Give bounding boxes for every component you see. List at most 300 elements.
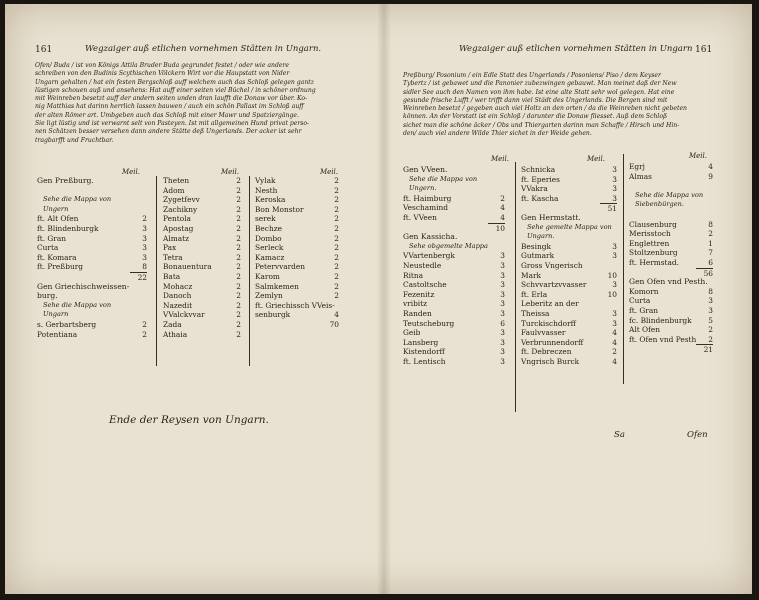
- scanned-sheet: [5, 4, 752, 594]
- place-row: [521, 184, 617, 194]
- place-name: VVakra: [521, 184, 548, 194]
- place-name: Gen Ofen vnd Pesth.: [629, 277, 708, 287]
- distance-miles: 2: [334, 223, 339, 233]
- distance-miles: 2: [142, 329, 147, 339]
- left-col2-meil-label: Meil.: [221, 168, 240, 176]
- distance-miles: 2: [236, 185, 241, 195]
- place-name: Turckischdorff: [521, 318, 576, 328]
- distance-miles: 2: [334, 291, 339, 301]
- place-name: Curta: [37, 243, 59, 253]
- distance-miles: 1: [708, 238, 713, 248]
- place-row: [521, 242, 617, 252]
- distance-miles: 7: [708, 248, 713, 258]
- place-name: Danoch: [163, 291, 192, 301]
- place-name: Dombo: [255, 233, 282, 243]
- catchword-left: Sa: [614, 430, 625, 440]
- place-name: ft. Haimburg: [403, 193, 452, 203]
- place-name: ft. Kascha: [521, 193, 559, 203]
- place-name: Petervvarden: [255, 262, 306, 272]
- place-row: [163, 224, 241, 234]
- place-row: [37, 243, 147, 253]
- distance-miles: 6: [708, 257, 713, 267]
- distance-miles: 2: [236, 329, 241, 339]
- place-name: Adom: [163, 185, 185, 195]
- distance-total: 22: [130, 272, 147, 283]
- place-name: Schnicka: [521, 165, 556, 174]
- place-name: Keroska: [255, 195, 286, 205]
- distance-miles: 2: [236, 319, 241, 329]
- right-column-1: [403, 165, 505, 366]
- place-name: Sehe die Mappa von: [43, 195, 112, 204]
- distance-miles: 3: [500, 289, 505, 299]
- distance-miles: 2: [334, 214, 339, 224]
- distance-miles: 2: [236, 204, 241, 214]
- place-row: [403, 271, 505, 281]
- place-name: Siebenbürgen.: [635, 200, 684, 209]
- place-row: [629, 162, 713, 172]
- distance-miles: 4: [500, 212, 505, 222]
- distance-miles: 2: [708, 325, 713, 335]
- distance-miles: 3: [708, 305, 713, 315]
- place-name: ft. Ofen vnd Pesth: [629, 334, 697, 344]
- place-name: Mark: [521, 270, 541, 280]
- place-name: Gen Hermstatt.: [521, 212, 581, 222]
- place-row: [521, 261, 617, 271]
- place-row: [521, 251, 617, 261]
- place-name: Ungarn.: [527, 232, 555, 241]
- left-paragraph-line: nen Schätzen besser versehen dann andere Stätte deß Ungerlands. Der acker ist sehr: [35, 128, 302, 136]
- distance-miles: 8: [708, 219, 713, 229]
- right-column-divider-2: [623, 154, 624, 384]
- distance-miles: 2: [236, 262, 241, 272]
- place-name: Lansberg: [403, 337, 439, 347]
- place-name: ft. Eperies: [521, 174, 560, 184]
- place-row: [403, 357, 505, 367]
- place-row: [521, 309, 617, 319]
- distance-miles: 6: [500, 318, 505, 328]
- place-name: Clausenburg: [629, 219, 677, 229]
- right-paragraph-line: Preßburg/ Posonium / ein Edle Statt des Ungerlands / Posoniens/ Piso / dem Keyser: [403, 72, 661, 79]
- distance-miles: 2: [236, 176, 241, 185]
- map-reference: [37, 205, 147, 215]
- place-row: [163, 272, 241, 282]
- place-row: [403, 261, 505, 271]
- route-heading: [629, 277, 713, 287]
- place-row: [521, 357, 617, 367]
- right-paragraph-line: sidler See auch den Namen von ihm habe. Ist eine alte Statt sehr wol gelegen. Hat eine: [403, 88, 675, 96]
- place-row: [403, 309, 505, 319]
- distance-miles: 2: [142, 319, 147, 329]
- left-paragraph-line: lüstigen schouen auß und ansehens: Hat auff einer seiten viel Büchel / in schöner ordnung: [35, 86, 316, 94]
- place-row: [255, 205, 339, 215]
- place-name: Fezenitz: [403, 289, 435, 299]
- place-name: ft. Komara: [37, 252, 77, 262]
- place-name: Curta: [629, 296, 651, 306]
- place-name: VVartenbergk: [403, 251, 455, 261]
- place-name: Vngrisch Burck: [521, 356, 580, 366]
- place-name: Englettren: [629, 238, 670, 248]
- place-row: [163, 310, 241, 320]
- right-running-header: Wegzaiger auß etlichen vornehmen Stätten in Ungarn: [459, 44, 693, 54]
- place-row: [629, 316, 713, 326]
- place-row: [521, 290, 617, 300]
- place-name: Serleck: [255, 243, 284, 253]
- distance-total-row: [403, 223, 505, 233]
- place-name: Bonauentura: [163, 262, 212, 272]
- place-row: [163, 262, 241, 272]
- route-heading: [37, 282, 147, 292]
- distance-miles: 3: [500, 251, 505, 261]
- place-row: [403, 213, 505, 223]
- right-paragraph-line: Weinreben besetzt / gegeben auch viel Holtz an den orten / da die Weinreben nicht gebeten: [403, 105, 687, 113]
- left-column-3: [255, 176, 339, 330]
- left-paragraph-line: tragbarfft und Fruchtbar.: [35, 136, 114, 144]
- map-reference: [521, 232, 617, 242]
- map-reference: [403, 175, 505, 185]
- place-row: [255, 291, 339, 301]
- place-name: Kistendorff: [403, 347, 445, 357]
- distance-miles: 4: [612, 328, 617, 338]
- place-name: Bata: [163, 271, 181, 281]
- place-row: [521, 299, 617, 309]
- distance-miles: 2: [236, 214, 241, 224]
- place-name: Sehe gemelte Mappa von: [527, 222, 612, 231]
- right-col2-meil-label: Meil.: [587, 155, 606, 163]
- distance-miles: 2: [500, 193, 505, 203]
- place-name: Theten: [163, 176, 190, 185]
- place-name: Bechze: [255, 223, 282, 233]
- place-name: ft. Hermstad.: [629, 257, 680, 267]
- place-row: [255, 195, 339, 205]
- place-name: Sehe obgemelte Mappa: [409, 241, 488, 250]
- distance-miles: 3: [500, 337, 505, 347]
- place-name: Zada: [163, 319, 182, 329]
- place-row: [37, 253, 147, 263]
- place-row: [521, 347, 617, 357]
- place-name: Athaia: [163, 329, 188, 339]
- place-name: senburgk: [255, 310, 291, 320]
- place-row: [163, 243, 241, 253]
- place-row: [163, 195, 241, 205]
- place-row: [255, 186, 339, 196]
- place-row: [163, 186, 241, 196]
- distance-miles: 3: [142, 243, 147, 253]
- place-row: [403, 328, 505, 338]
- place-name: Sehe die Mappa von: [635, 190, 704, 199]
- place-name: Karom: [255, 271, 280, 281]
- place-name: Randen: [403, 308, 432, 318]
- place-row: [163, 234, 241, 244]
- place-row: [163, 320, 241, 330]
- distance-total: 10: [488, 223, 505, 234]
- right-page-number: 161: [695, 45, 713, 55]
- left-paragraph-line: Ungarn gehalten / hat ein festen Bergschloß auff welchem auch das Schloß gelegen gantz: [35, 78, 314, 86]
- distance-miles: 3: [612, 251, 617, 261]
- distance-total: 56: [696, 268, 713, 279]
- place-name: Ungern: [43, 204, 69, 213]
- place-row: [629, 258, 713, 268]
- place-row: [255, 272, 339, 282]
- route-heading: [403, 232, 505, 242]
- distance-miles: 3: [500, 280, 505, 290]
- left-paragraph-line: nig Matthias hat darinn herrlich lassen bauwen / auch ein schön Pallast im Schloß auff: [35, 103, 304, 111]
- place-name: ft. Erla: [521, 289, 548, 299]
- map-reference: [629, 200, 713, 210]
- left-paragraph-line: der alten Römer art. Umbgeben auch das Schloß mit einer Mawr und Spatziergänge.: [35, 111, 299, 119]
- place-name: Kamacz: [255, 252, 285, 262]
- right-paragraph-line: Tybertz / ist gebawet und die Panonier zubezwingen gebauwt. Man meinet daß der New: [403, 80, 677, 88]
- distance-miles: 2: [334, 176, 339, 185]
- place-row: [629, 325, 713, 335]
- place-name: Ungern.: [409, 184, 437, 193]
- right-column-2: [521, 165, 617, 366]
- right-col1-meil-label: Meil.: [491, 155, 510, 163]
- map-reference: [629, 191, 713, 201]
- place-row: [163, 291, 241, 301]
- place-row: [521, 165, 617, 175]
- place-name: Geib: [403, 328, 421, 338]
- place-name: ft. Debreczen: [521, 347, 572, 357]
- distance-miles: 9: [708, 171, 713, 181]
- distance-total: 51: [600, 203, 617, 214]
- distance-total-row: [521, 203, 617, 213]
- distance-miles: 2: [334, 204, 339, 214]
- place-row: [163, 176, 241, 186]
- place-row: [521, 319, 617, 329]
- route-heading: [403, 165, 505, 175]
- place-row: [163, 205, 241, 215]
- place-name: Faulvvasser: [521, 328, 566, 338]
- place-name: vribitz: [403, 299, 428, 309]
- place-row: [163, 214, 241, 224]
- place-row: [629, 210, 713, 220]
- place-row: [521, 194, 617, 204]
- place-row: [521, 175, 617, 185]
- left-col1-meil-label: Meil.: [122, 168, 141, 176]
- map-reference: [403, 242, 505, 252]
- distance-miles: 4: [612, 337, 617, 347]
- distance-miles: 2: [708, 334, 713, 344]
- distance-miles: 4: [500, 203, 505, 213]
- place-name: Stoltzenburg: [629, 248, 678, 258]
- distance-total-row: [629, 268, 713, 278]
- place-row: [255, 282, 339, 292]
- right-paragraph-line: sichet man die schöne äcker / Obs und Thiergarten darinn man Schaffe / Hirsch und Hin-: [403, 121, 680, 129]
- place-name: Leberitz an der: [521, 299, 579, 309]
- map-reference: [37, 195, 147, 205]
- place-name: ft. VVeen: [403, 212, 437, 222]
- distance-miles: 3: [500, 260, 505, 270]
- place-name: Tetra: [163, 252, 183, 262]
- distance-miles: 2: [236, 243, 241, 253]
- route-heading: [521, 213, 617, 223]
- place-name: Vylak: [255, 176, 276, 185]
- place-row: [403, 194, 505, 204]
- place-name: Sehe die Mappa von: [43, 300, 112, 309]
- end-of-journeys-text: Ende der Reysen von Ungarn.: [109, 414, 269, 426]
- distance-miles: 2: [236, 300, 241, 310]
- left-paragraph-line: Sie ligt lüstig und ist verwarnt selt von Pasteyen. Ist mit allgemeinen Hund privat perso-: [35, 120, 310, 128]
- distance-miles: 3: [612, 308, 617, 318]
- place-row: [255, 243, 339, 253]
- right-paragraph-line: können. An der Vorstatt ist ein Schloß / darunter die Donaw fliesset. Auß dem Schloß: [403, 113, 668, 121]
- place-name: Almas: [629, 171, 652, 181]
- place-row: [403, 319, 505, 329]
- distance-miles: 2: [334, 281, 339, 291]
- place-row: [37, 234, 147, 244]
- distance-miles: 70: [329, 319, 339, 329]
- place-row: [521, 328, 617, 338]
- left-paragraph: [35, 62, 316, 145]
- left-column-2: [163, 176, 241, 339]
- distance-miles: 3: [612, 241, 617, 251]
- place-row: [255, 262, 339, 272]
- distance-miles: 2: [236, 252, 241, 262]
- distance-miles: 2: [334, 252, 339, 262]
- left-running-header: Wegzaiger auß etlichen vornehmen Stätten in Ungarn.: [85, 44, 322, 54]
- place-row: [255, 176, 339, 186]
- place-row: [403, 338, 505, 348]
- place-row: [37, 186, 147, 196]
- distance-miles: 2: [236, 195, 241, 205]
- distance-miles: 2: [236, 271, 241, 281]
- route-heading: [37, 291, 147, 301]
- right-paragraph-line: gesunde frische Lufft / wer trifft dann viel Städt des Ungerlands. Die Bergen sind mit: [403, 96, 668, 104]
- place-name: Verbrunnendorff: [521, 337, 584, 347]
- distance-miles: 3: [142, 252, 147, 262]
- right-col3-meil-label: Meil.: [689, 152, 708, 160]
- distance-miles: 8: [142, 262, 147, 272]
- place-name: ft. Preßburg: [37, 262, 83, 272]
- place-name: Potentiana: [37, 329, 78, 339]
- place-name: Alt Ofen: [629, 325, 660, 335]
- left-col3-meil-label: Meil.: [320, 168, 339, 176]
- distance-miles: 2: [612, 347, 617, 357]
- distance-miles: 2: [236, 281, 241, 291]
- place-name: Bon Monstor: [255, 204, 304, 214]
- map-reference: [403, 184, 505, 194]
- place-name: Gen Kassicha.: [403, 232, 458, 242]
- place-name: ft. Blindenburgk: [37, 223, 99, 233]
- left-paragraph-line: Ofen/ Buda / ist von Königs Attila Bruder Buda gegrundet festet / oder wie andere: [35, 62, 289, 69]
- route-heading: [37, 176, 147, 186]
- place-row: [629, 220, 713, 230]
- place-name: ft. Lentisch: [403, 356, 446, 366]
- distance-total-row: [37, 272, 147, 282]
- distance-miles: 3: [142, 233, 147, 243]
- distance-miles: 8: [708, 286, 713, 296]
- distance-miles: 10: [607, 289, 617, 299]
- right-paragraph-line: den/ auch viel andere Wilde Thier sichet in der Weide gehen.: [403, 130, 592, 138]
- place-name: ft. Gran: [37, 233, 67, 243]
- left-page-number: 161: [35, 45, 53, 55]
- distance-miles: 3: [500, 347, 505, 357]
- place-name: Zachikny: [163, 204, 198, 214]
- distance-total-row: [629, 344, 713, 354]
- left-paragraph-line: schreiben von den Budinis Scythischen Völckern Wirt vor die Haupstatt von Nider: [35, 70, 290, 78]
- distance-miles: 2: [334, 195, 339, 205]
- place-row: [37, 330, 147, 340]
- place-name: Gen VVeen.: [403, 165, 448, 174]
- distance-miles: 3: [612, 318, 617, 328]
- left-column-1: [37, 176, 147, 339]
- place-name: Veschamind: [403, 203, 448, 213]
- place-row: [163, 282, 241, 292]
- place-row: [163, 253, 241, 263]
- map-reference: [37, 310, 147, 320]
- place-name: Gross Vngerisch: [521, 260, 583, 270]
- place-name: Zemlyn: [255, 291, 283, 301]
- distance-miles: 2: [334, 185, 339, 195]
- place-row: [629, 296, 713, 306]
- place-row: [37, 262, 147, 272]
- map-reference: [521, 223, 617, 233]
- place-name: ft. Alt Ofen: [37, 214, 79, 224]
- place-name: s. Gerbartsberg: [37, 319, 97, 329]
- place-row: [403, 280, 505, 290]
- place-row: [629, 248, 713, 258]
- right-paragraph: [403, 72, 687, 138]
- distance-miles: 3: [500, 270, 505, 280]
- place-name: Pentola: [163, 214, 191, 224]
- place-row: [403, 347, 505, 357]
- distance-miles: 2: [236, 291, 241, 301]
- distance-miles: 3: [142, 223, 147, 233]
- place-name: Almatz: [163, 233, 189, 243]
- place-name: Besingk: [521, 241, 551, 251]
- place-row: [629, 287, 713, 297]
- place-row: [255, 253, 339, 263]
- place-name: Gen Preßburg.: [37, 176, 94, 185]
- place-name: Neustedle: [403, 260, 442, 270]
- left-paragraph-line: mit Weinreben besetzt auff der andern seiten unden dran laufft die Donaw vor über. Ko-: [35, 95, 308, 103]
- place-name: Merisstoch: [629, 229, 671, 239]
- place-name: Salmkemen: [255, 281, 299, 291]
- distance-miles: 2: [236, 223, 241, 233]
- place-row: [521, 271, 617, 281]
- place-name: Sehe die Mappa von: [409, 174, 478, 183]
- place-row: [403, 251, 505, 261]
- distance-miles: 3: [500, 299, 505, 309]
- left-column-divider-1: [156, 176, 157, 366]
- place-row: [37, 224, 147, 234]
- place-name: Komorn: [629, 286, 659, 296]
- place-name: Mohacz: [163, 281, 193, 291]
- distance-miles: 4: [334, 310, 339, 320]
- place-name: ft. Griechissch VVeis-: [255, 300, 335, 310]
- place-name: Ritna: [403, 270, 424, 280]
- place-row: [255, 234, 339, 244]
- place-row: [255, 320, 339, 330]
- distance-miles: 3: [612, 165, 617, 174]
- place-row: [255, 214, 339, 224]
- distance-miles: 2: [236, 233, 241, 243]
- place-name: Nazedit: [163, 300, 193, 310]
- place-row: [403, 290, 505, 300]
- distance-miles: 2: [334, 233, 339, 243]
- map-reference: [37, 301, 147, 311]
- place-name: Pax: [163, 243, 177, 253]
- place-name: Zygetfevv: [163, 195, 200, 205]
- place-row: [629, 172, 713, 182]
- page-fold: [377, 4, 391, 594]
- place-name: Nesth: [255, 185, 278, 195]
- place-name: Schvvartzvvasser: [521, 280, 587, 290]
- distance-miles: 2: [708, 229, 713, 239]
- place-row: [403, 203, 505, 213]
- place-row: [255, 301, 339, 311]
- right-column-divider-1: [515, 162, 516, 412]
